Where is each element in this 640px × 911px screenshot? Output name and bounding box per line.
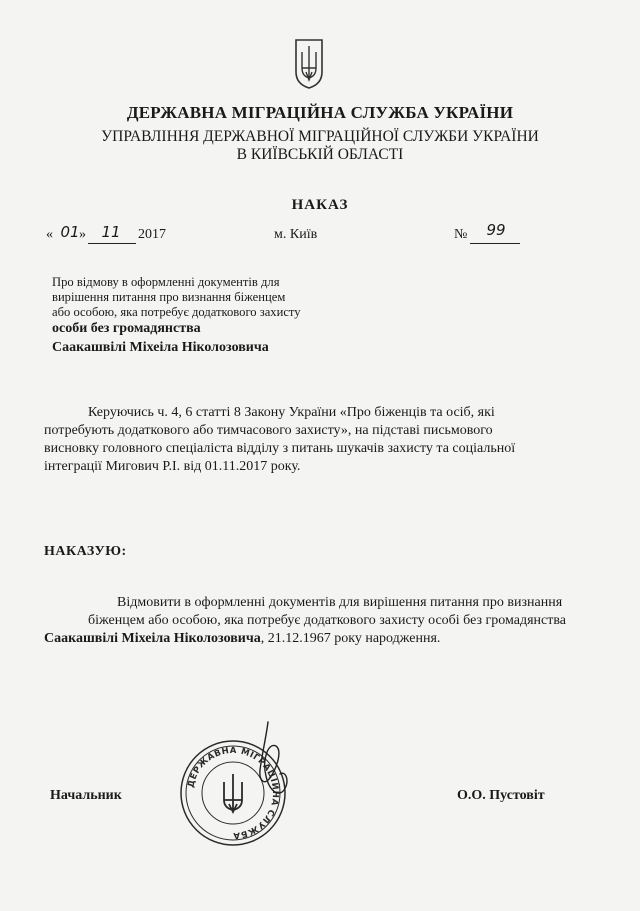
date-quote-close: » [79, 227, 86, 242]
decree-line: Відмовити в оформленні документів для вирішення питання про визнання [117, 595, 563, 610]
agency-name: ДЕРЖАВНА МІГРАЦІЙНА СЛУЖБА УКРАЇНИ [126, 103, 514, 122]
date-quote-open: « [46, 227, 53, 242]
preamble-line: висновку головного спеціаліста відділу з питань шукачів захисту та соціальної [44, 441, 516, 456]
signatory-name: О.О. Пустовіт [457, 788, 545, 803]
number-underline [470, 243, 520, 244]
handwritten-signature-icon [238, 720, 298, 810]
date-day: 01 [60, 223, 80, 241]
seal-text: ДЕРЖАВНА МІГРАЦІЙНА СЛУЖБА [186, 745, 281, 841]
department-line-1: УПРАВЛІННЯ ДЕРЖАВНОЇ МІГРАЦІЙНОЇ СЛУЖБИ УКРАЇНИ [101, 128, 539, 145]
preamble-line: інтеграції Мигович Р.І. від 01.11.2017 року. [44, 459, 301, 474]
order-number-label: № [454, 227, 468, 242]
signatory-title: Начальник [50, 788, 122, 803]
subject-person-status: особи без громадянства [52, 321, 201, 336]
decree-line [44, 631, 440, 647]
subject-line: вирішення питання про визнання біженцем [52, 290, 286, 304]
date-year: 2017 [138, 227, 166, 242]
subject-line: або особою, яка потребує додаткового захисту [52, 305, 301, 319]
preamble-line: Керуючись ч. 4, 6 статті 8 Закону України «Про біженців та осіб, які [88, 405, 495, 420]
date-month: 11 [101, 223, 121, 241]
document-type-title: НАКАЗ [291, 197, 349, 213]
department-line-2: В КИЇВСЬКІЙ ОБЛАСТІ [236, 146, 404, 163]
decree-heading: НАКАЗУЮ: [44, 544, 127, 559]
decree-line: біженцем або особою, яка потребує додаткового захисту особі без громадянства [88, 613, 567, 628]
order-city: м. Київ [274, 227, 318, 242]
subject-person-name: Саакашвілі Міхеіла Ніколозовича [52, 340, 269, 355]
decree-birth-date: , 21.12.1967 року народження. [260, 631, 441, 646]
month-underline [88, 243, 136, 244]
subject-line: Про відмову в оформленні документів для [52, 275, 280, 289]
trident-icon [292, 38, 326, 90]
order-number: 99 [486, 221, 506, 239]
preamble-line: потребують додаткового або тимчасового захисту», на підставі письмового [44, 423, 493, 438]
decree-person-name: Саакашвілі Міхеіла Ніколозовича [44, 631, 261, 646]
